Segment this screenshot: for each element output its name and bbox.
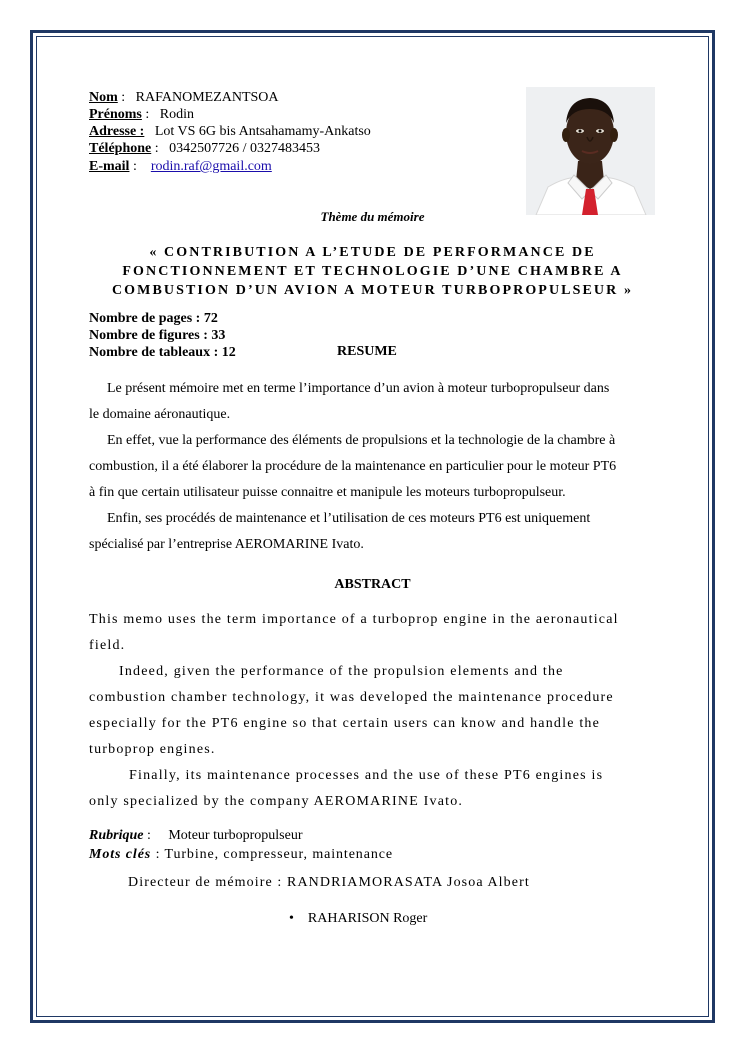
telephone-line: Téléphone : 0342507726 / 0327483453 [89,141,321,156]
rubrique-label: Rubrique [89,828,144,843]
mots-cles-line [89,847,393,863]
abstract-line: especially for the PT6 engine so that certain users can know and handle the [89,716,601,731]
rubrique-value: Moteur turbopropulseur [168,828,303,843]
bullet-icon: • [289,911,308,926]
resume-line: Enfin, ses procédés de maintenance et l’utilisation de ces moteurs PT6 est uniquement [107,511,591,526]
encadreur-name: RAHARISON Roger [307,911,428,926]
abstract-line: This memo uses the term importance of a turboprop engine in the aeronautical [89,612,619,627]
title-line: FONCTIONNEMENT ET TECHNOLOGIE D’UNE CHAMBRE A [122,264,623,279]
nom-line: Nom : RAFANOMEZANTSOA [89,90,279,105]
abstract-line: only specialized by the company AEROMARINE Ivato. [89,794,464,809]
resume-line: combustion, il a été élaborer la procédure de la maintenance en particulier pour le moteur PT6 [89,459,617,474]
abstract-body [89,607,664,815]
prenoms-line: Prénoms : Rodin [89,107,195,122]
encadreur-item [289,911,427,927]
memoire-title [98,243,647,300]
rubrique-line: Rubrique : Moteur turbopropulseur [89,828,303,843]
stat-figures: Nombre de figures : 33 [89,328,226,343]
resume-line: le domaine aéronautique. [89,407,231,422]
theme-label: Thème du mémoire [320,209,425,224]
email-line: E-mail : rodin.raf@gmail.com [89,159,272,174]
portrait-photo [526,87,655,215]
resume-heading: RESUME [337,344,397,359]
email-link[interactable]: rodin.raf@gmail.com [150,159,272,174]
prenoms-label: Prénoms [89,107,142,122]
adresse-line [89,123,371,141]
adresse-value: Lot VS 6G bis Antsahamamy-Ankatso [154,124,371,139]
abstract-line: combustion chamber technology, it was developed the maintenance procedure [89,690,614,705]
resume-line: à fin que certain utilisateur puisse connaitre et manipule les moteurs turbopropulseur. [89,485,566,500]
title-line: COMBUSTION D’UN AVION A MOTEUR TURBOPROPULSEUR » [111,283,634,298]
nom-value: RAFANOMEZANTSOA [135,90,279,105]
portrait-illustration [526,87,655,215]
telephone-label: Téléphone [89,141,152,156]
stat-tableaux: Nombre de tableaux : 12 [89,345,236,360]
stat-pages: Nombre de pages : 72 [89,311,218,326]
nom-label: Nom [89,90,118,105]
prenoms-value: Rodin [159,107,195,122]
title-line: « CONTRIBUTION A L’ETUDE DE PERFORMANCE DE [149,245,596,260]
resume-line: Le présent mémoire met en terme l’importance d’un avion à moteur turbopropulseur dans [107,381,610,396]
abstract-heading: ABSTRACT [334,577,411,592]
abstract-line: turboprop engines. [89,742,216,757]
email-label: E-mail [89,159,130,174]
mots-cles-value: : Turbine, compresseur, maintenance [155,847,393,862]
resume-line: En effet, vue la performance des éléments de propulsions et la technologie de la chambre à [107,433,616,448]
mots-cles-label: Mots clés [89,847,152,862]
adresse-label: Adresse : [89,124,145,139]
abstract-line: field. [89,638,126,653]
resume-body [89,376,669,558]
resume-line: spécialisé par l’entreprise AEROMARINE Ivato. [89,537,364,552]
abstract-line: Indeed, given the performance of the propulsion elements and the [119,664,564,679]
telephone-value: 0342507726 / 0327483453 [169,141,321,156]
directeur-memoire: Directeur de mémoire : RANDRIAMORASATA Josoa Albert [128,875,530,890]
abstract-line: Finally, its maintenance processes and the use of these PT6 engines is [129,768,604,783]
